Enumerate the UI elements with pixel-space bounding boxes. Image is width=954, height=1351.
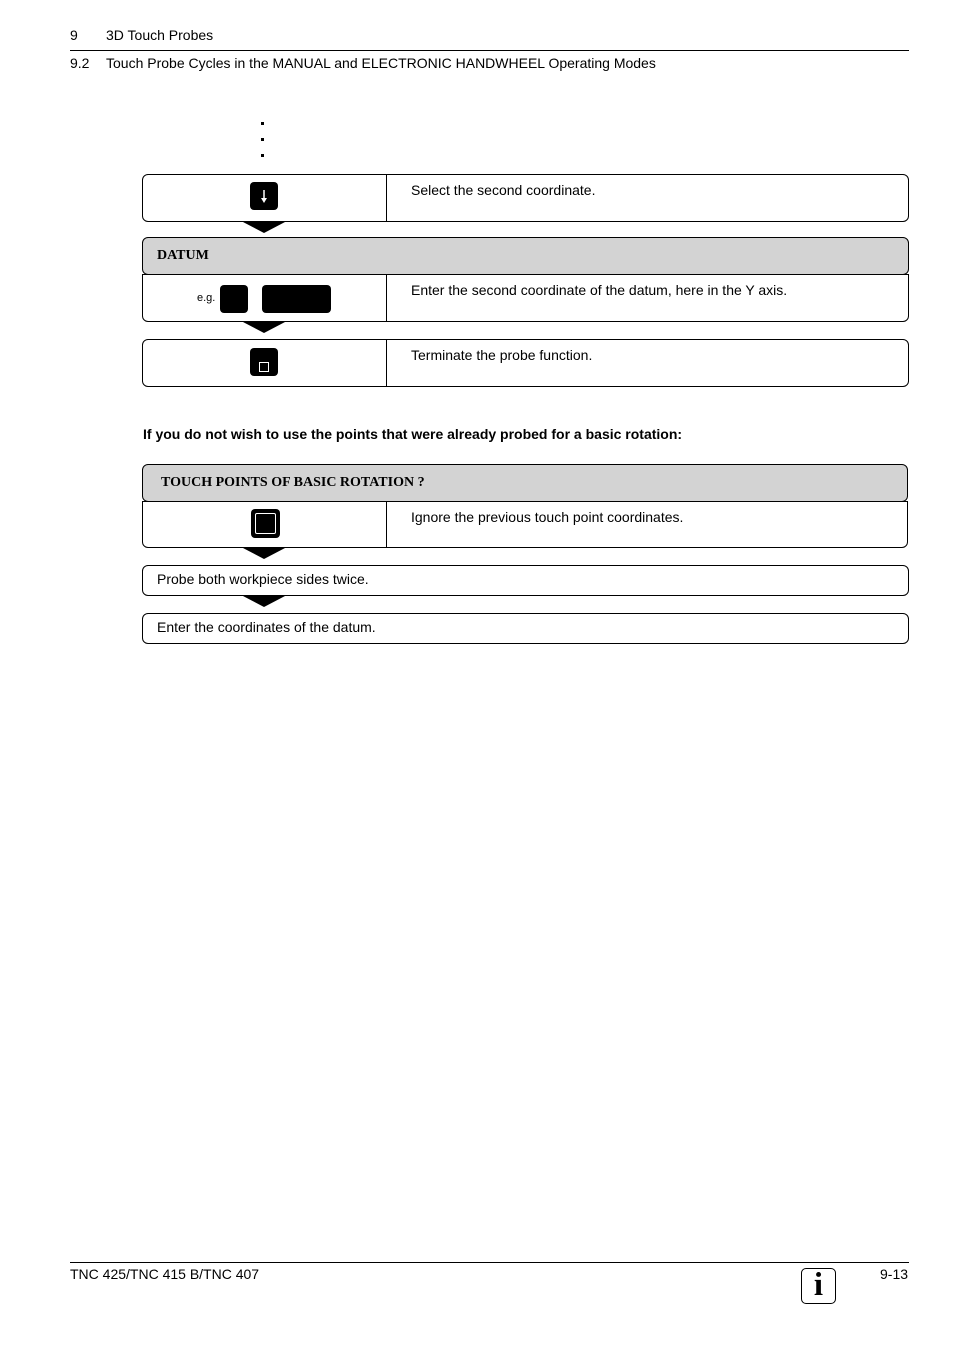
info-icon (801, 1268, 836, 1304)
step-description: Ignore the previous touch point coordinates. (411, 509, 684, 525)
continuation-dot (261, 154, 264, 157)
flow-arrow-icon (243, 596, 285, 607)
step-ignore (142, 501, 908, 548)
step-probe-both (142, 565, 909, 596)
step-description: Enter the second coordinate of the datum, here in the Y axis. (411, 282, 788, 298)
chapter-number: 9 (70, 27, 78, 43)
flow-arrow-icon (243, 322, 285, 333)
step-select-second (142, 174, 909, 222)
arrow-down-key-icon[interactable] (250, 182, 278, 210)
key-cell (143, 340, 387, 386)
page-number: 9-13 (880, 1266, 909, 1282)
footer-model: TNC 425/TNC 415 B/TNC 407 (70, 1266, 260, 1282)
dialog-title: DATUM (157, 248, 209, 263)
key-cell (143, 502, 387, 547)
header-rule (70, 50, 909, 51)
key-cell (143, 175, 387, 221)
step-description: Probe both workpiece sides twice. (157, 571, 369, 587)
step-terminate (142, 339, 909, 387)
section-title: Touch Probe Cycles in the MANUAL and ELECTRONIC HANDWHEEL Operating Modes (106, 55, 656, 71)
dialog-title-bar (142, 237, 909, 275)
no-ent-key-icon[interactable] (251, 509, 280, 538)
note-text: If you do not wish to use the points that were already probed for a basic rotation: (143, 426, 683, 442)
end-key-icon[interactable] (250, 348, 278, 376)
section-number: 9.2 (70, 55, 90, 71)
step-description: Terminate the probe function. (411, 347, 593, 363)
flow-arrow-icon (243, 222, 285, 233)
key-cell (143, 275, 387, 321)
step-description: Enter the coordinates of the datum. (157, 619, 376, 635)
continuation-dot (261, 138, 264, 141)
footer-rule (70, 1262, 909, 1263)
continuation-dot (261, 122, 264, 125)
enter-key-icon[interactable] (262, 285, 331, 313)
step-enter-second (142, 274, 909, 322)
digit-key-icon[interactable] (220, 285, 248, 313)
eg-label: e.g. (197, 292, 216, 304)
dialog-title: TOUCH POINTS OF BASIC ROTATION ? (161, 475, 425, 490)
flow-arrow-icon (243, 548, 285, 559)
step-description: Select the second coordinate. (411, 182, 596, 198)
dialog-title-bar (142, 464, 908, 502)
chapter-title: 3D Touch Probes (106, 27, 214, 43)
step-enter-coords (142, 613, 909, 644)
info-glyph: i (813, 1267, 824, 1303)
